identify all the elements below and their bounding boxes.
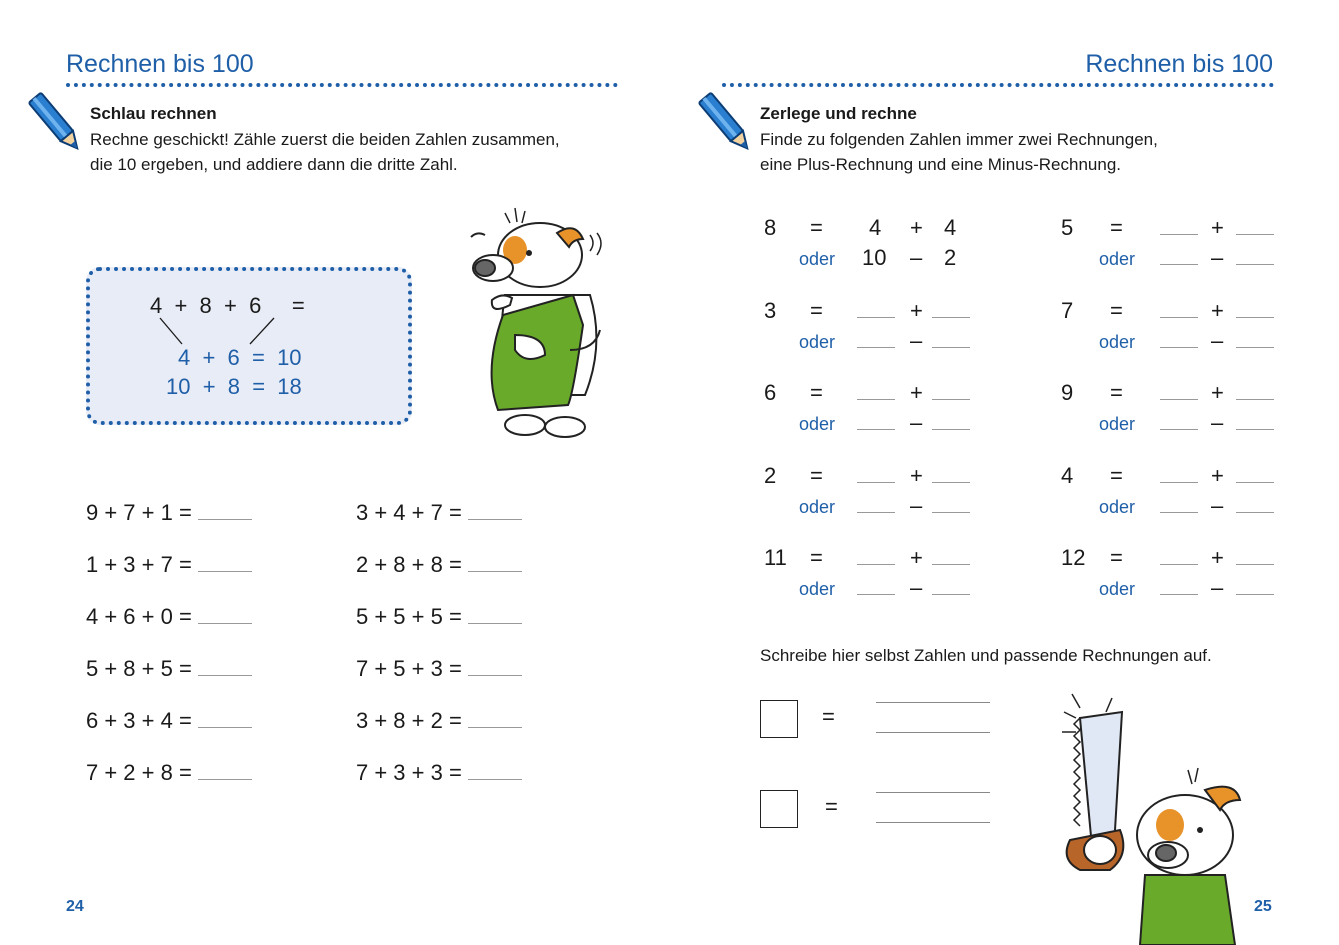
oder-label: oder xyxy=(799,249,836,269)
answer-blank[interactable] xyxy=(857,482,895,483)
equals-sign: = xyxy=(1110,298,1123,323)
thinking-dog-illustration xyxy=(445,205,615,445)
plus-sign: + xyxy=(1211,298,1224,323)
exercise-row: 4 + 6 + 0 = xyxy=(86,604,252,630)
answer-blank[interactable] xyxy=(857,317,895,318)
answer-blank[interactable] xyxy=(1236,512,1274,513)
example-connector xyxy=(150,316,290,348)
minus-sign: – xyxy=(910,245,923,270)
answer-blank[interactable] xyxy=(198,519,252,520)
exercise-row: 7 + 5 + 3 = xyxy=(356,656,522,682)
answer-blank[interactable] xyxy=(1236,482,1274,483)
answer-blank[interactable] xyxy=(932,347,970,348)
oder-label: oder xyxy=(1099,332,1136,352)
answer-blank[interactable] xyxy=(932,564,970,565)
plus-sign: + xyxy=(910,545,923,570)
oder-label: oder xyxy=(799,497,836,517)
minus-sign: – xyxy=(1211,493,1224,518)
answer-blank[interactable] xyxy=(857,347,895,348)
instruction-line-2: eine Plus-Rechnung und eine Minus-Rechnung. xyxy=(760,155,1122,174)
instruction-line-1: Finde zu folgenden Zahlen immer zwei Rechnungen, xyxy=(760,130,1158,149)
equals-sign: = xyxy=(1110,215,1123,240)
plus-sign: + xyxy=(910,298,923,323)
plus-sign: + xyxy=(910,215,923,240)
exercise-row: 5 + 8 + 5 = xyxy=(86,656,252,682)
number-box[interactable] xyxy=(760,790,798,828)
answer-blank[interactable] xyxy=(1236,399,1274,400)
answer-blank[interactable] xyxy=(468,675,522,676)
answer-blank[interactable] xyxy=(932,429,970,430)
answer-blank[interactable] xyxy=(857,594,895,595)
page-number-right: 25 xyxy=(1254,898,1272,915)
answer-blank[interactable] xyxy=(1160,564,1198,565)
plus-sign: + xyxy=(910,380,923,405)
answer-blank[interactable] xyxy=(932,317,970,318)
answer-blank[interactable] xyxy=(857,429,895,430)
instruction-line-2: die 10 ergeben, und addiere dann die dritte Zahl. xyxy=(90,155,458,174)
answer-blank[interactable] xyxy=(1236,234,1274,235)
plus-sign: + xyxy=(1211,380,1224,405)
answer-blank[interactable] xyxy=(932,482,970,483)
answer-blank[interactable] xyxy=(1160,594,1198,595)
answer-blank[interactable] xyxy=(932,512,970,513)
target-number: 6 xyxy=(764,380,777,405)
minus-sign: – xyxy=(1211,575,1224,600)
equals-sign: = xyxy=(810,380,823,405)
equals-sign: = xyxy=(1110,380,1123,405)
plus-sign: + xyxy=(910,463,923,488)
answer-line[interactable] xyxy=(876,732,990,733)
equals-sign: = xyxy=(825,794,838,819)
minus-sign: – xyxy=(910,410,923,435)
answer-blank[interactable] xyxy=(1160,234,1198,235)
section-heading-right: Zerlege und rechne xyxy=(760,104,917,123)
minus-sign: – xyxy=(910,575,923,600)
saw-dog-illustration xyxy=(1050,690,1250,945)
instruction-line-1: Rechne geschickt! Zähle zuerst die beiden Zahlen zusammen, xyxy=(90,130,560,149)
answer-blank[interactable] xyxy=(857,512,895,513)
title-divider-right xyxy=(722,83,1274,87)
answer-line[interactable] xyxy=(876,822,990,823)
target-number: 2 xyxy=(764,463,777,488)
target-number: 8 xyxy=(764,215,777,240)
answer-line[interactable] xyxy=(876,792,990,793)
answer-blank[interactable] xyxy=(1236,564,1274,565)
pencil-icon xyxy=(696,88,756,158)
answer-blank[interactable] xyxy=(468,779,522,780)
answer-blank[interactable] xyxy=(468,519,522,520)
equals-sign: = xyxy=(1110,463,1123,488)
exercise-row: 9 + 7 + 1 = xyxy=(86,500,252,526)
example-value: 10 xyxy=(862,245,887,270)
exercise-row: 3 + 4 + 7 = xyxy=(356,500,522,526)
minus-sign: – xyxy=(1211,245,1224,270)
answer-blank[interactable] xyxy=(932,399,970,400)
answer-blank[interactable] xyxy=(932,594,970,595)
equals-sign: = xyxy=(822,704,835,729)
oder-label: oder xyxy=(1099,579,1136,599)
exercise-row: 3 + 8 + 2 = xyxy=(356,708,522,734)
equals-sign: = xyxy=(810,215,823,240)
answer-blank[interactable] xyxy=(857,399,895,400)
equals-sign: = xyxy=(1110,545,1123,570)
oder-label: oder xyxy=(1099,249,1136,269)
target-number: 5 xyxy=(1061,215,1074,240)
pencil-icon xyxy=(26,88,86,158)
equals-sign: = xyxy=(810,463,823,488)
plus-sign: + xyxy=(1211,215,1224,240)
example-value: 4 xyxy=(869,215,882,240)
page-number-left: 24 xyxy=(66,898,84,915)
exercise-row: 2 + 8 + 8 = xyxy=(356,552,522,578)
plus-sign: + xyxy=(1211,545,1224,570)
oder-label: oder xyxy=(1099,497,1136,517)
target-number: 4 xyxy=(1061,463,1074,488)
answer-blank[interactable] xyxy=(857,564,895,565)
example-value: 2 xyxy=(944,245,957,270)
equals-sign: = xyxy=(810,545,823,570)
exercise-row: 6 + 3 + 4 = xyxy=(86,708,252,734)
exercise-row: 5 + 5 + 5 = xyxy=(356,604,522,630)
answer-blank[interactable] xyxy=(1236,317,1274,318)
answer-blank[interactable] xyxy=(1160,482,1198,483)
target-number: 11 xyxy=(764,545,787,570)
oder-label: oder xyxy=(799,332,836,352)
answer-blank[interactable] xyxy=(1236,347,1274,348)
answer-blank[interactable] xyxy=(1160,347,1198,348)
answer-blank[interactable] xyxy=(198,571,252,572)
example-line-2: 4 + 6 = 10 xyxy=(178,345,302,370)
answer-blank[interactable] xyxy=(1160,317,1198,318)
answer-blank[interactable] xyxy=(198,675,252,676)
answer-blank[interactable] xyxy=(468,571,522,572)
answer-blank[interactable] xyxy=(1160,399,1198,400)
answer-blank[interactable] xyxy=(1160,264,1198,265)
answer-blank[interactable] xyxy=(1160,429,1198,430)
answer-blank[interactable] xyxy=(1160,512,1198,513)
exercise-row: 1 + 3 + 7 = xyxy=(86,552,252,578)
section-heading-left: Schlau rechnen xyxy=(90,104,217,123)
example-value: 4 xyxy=(944,215,957,240)
minus-sign: – xyxy=(910,493,923,518)
answer-blank[interactable] xyxy=(198,779,252,780)
plus-sign: + xyxy=(1211,463,1224,488)
target-number: 9 xyxy=(1061,380,1074,405)
example-line-3: 10 + 8 = 18 xyxy=(166,374,302,399)
page-title-left: Rechnen bis 100 xyxy=(66,50,254,78)
answer-blank[interactable] xyxy=(198,623,252,624)
oder-label: oder xyxy=(799,414,836,434)
equals-sign: = xyxy=(810,298,823,323)
target-number: 7 xyxy=(1061,298,1074,323)
answer-blank[interactable] xyxy=(1236,264,1274,265)
minus-sign: – xyxy=(1211,328,1224,353)
answer-blank[interactable] xyxy=(1236,429,1274,430)
target-number: 3 xyxy=(764,298,777,323)
answer-blank[interactable] xyxy=(198,727,252,728)
target-number: 12 xyxy=(1061,545,1086,570)
answer-blank[interactable] xyxy=(1236,594,1274,595)
page-title-right: Rechnen bis 100 xyxy=(1085,50,1273,78)
minus-sign: – xyxy=(910,328,923,353)
number-box[interactable] xyxy=(760,700,798,738)
answer-blank[interactable] xyxy=(468,727,522,728)
oder-label: oder xyxy=(1099,414,1136,434)
title-divider-left xyxy=(66,83,618,87)
answer-blank[interactable] xyxy=(468,623,522,624)
answer-line[interactable] xyxy=(876,702,990,703)
free-exercise-instruction: Schreibe hier selbst Zahlen und passende Rechnungen auf. xyxy=(760,646,1212,665)
oder-label: oder xyxy=(799,579,836,599)
exercise-row: 7 + 2 + 8 = xyxy=(86,760,252,786)
example-line-1: 4 + 8 + 6 = xyxy=(150,293,305,318)
exercise-row: 7 + 3 + 3 = xyxy=(356,760,522,786)
minus-sign: – xyxy=(1211,410,1224,435)
